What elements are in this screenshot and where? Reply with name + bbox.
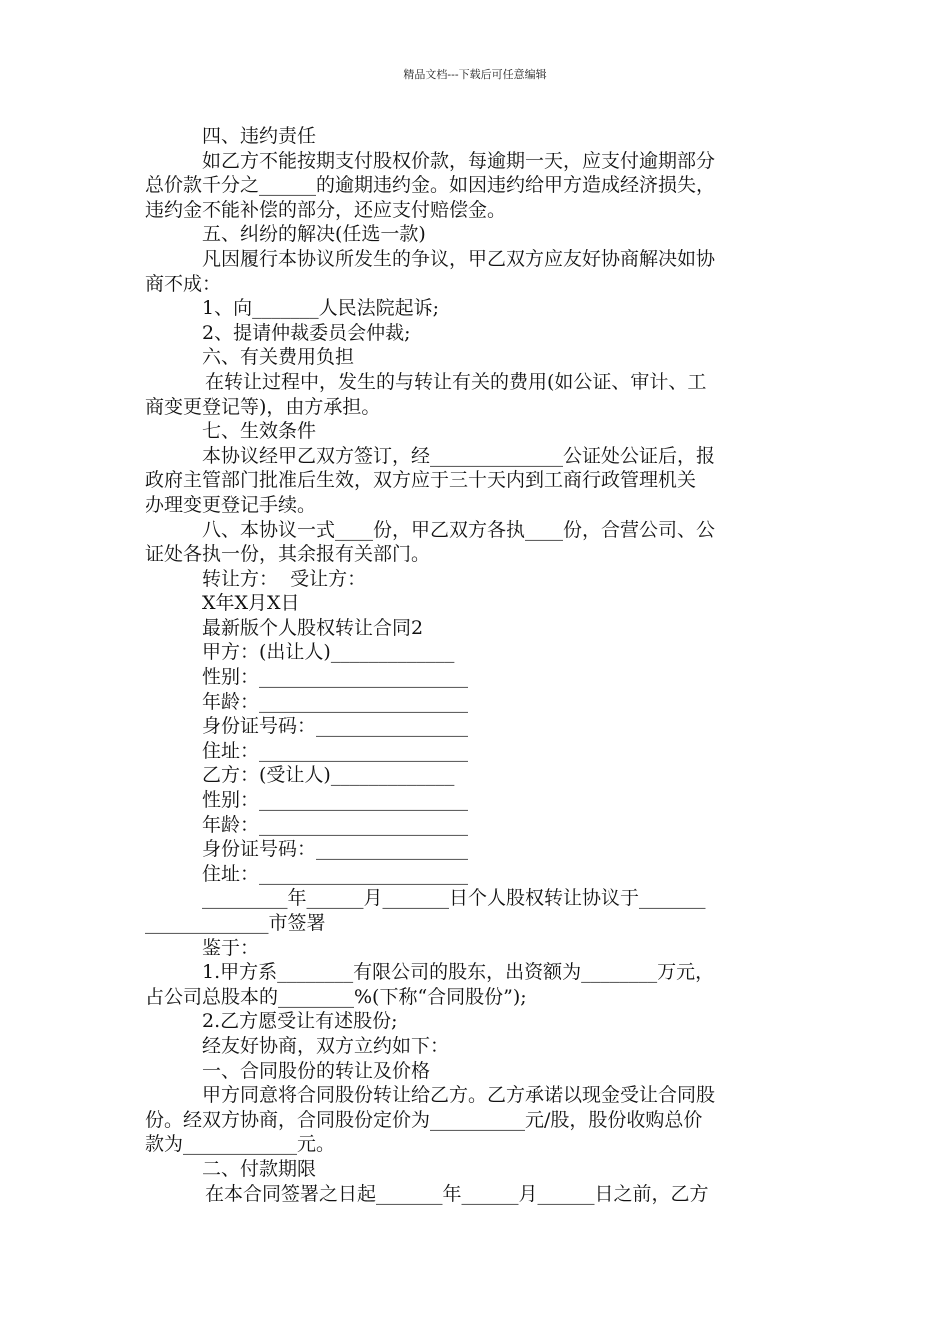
section-heading-dispute: 五、纠纷的解决(任选一款) (202, 223, 426, 246)
form-field-gender: 性别：______________________ (202, 789, 469, 812)
form-field-gender: 性别：______________________ (202, 666, 469, 689)
paragraph-line: 鉴于： (202, 936, 260, 959)
paragraph-line: 甲方同意将合同股份转让给乙方。乙方承诺以现金受让合同股 (202, 1084, 716, 1107)
paragraph-line: 经友好协商，双方立约如下： (202, 1034, 450, 1057)
section-heading-copies: 八、本协议一式____份，甲乙双方各执____份，合营公司、公 (202, 518, 716, 541)
paragraph-line: _________年______月_______日个人股权转让协议于_______ (202, 887, 706, 910)
section-heading-fees: 六、有关费用负担 (202, 346, 355, 369)
form-field-age: 年龄：______________________ (202, 813, 469, 836)
document-body (145, 124, 815, 1206)
form-field-id: 身份证号码：________________ (202, 715, 469, 738)
paragraph-line: 2.乙方愿受让有述股份; (202, 1010, 398, 1033)
paragraph-line: 商不成： (145, 272, 222, 295)
party-a-line: 甲方：(出让人)_____________ (202, 641, 455, 664)
paragraph-line: 占公司总股本的________%(下称“合同股份”); (145, 985, 527, 1008)
contract-title: 最新版个人股权转让合同2 (202, 616, 424, 639)
paragraph-line: 商变更登记等)，由方承担。 (145, 395, 381, 418)
paragraph-line: 证处各执一份，其余报有关部门。 (145, 543, 431, 566)
section-heading-payment: 二、付款期限 (202, 1157, 317, 1180)
paragraph-line: 总价款千分之______的逾期违约金。如因违约给甲方造成经济损失， (145, 174, 716, 197)
paragraph-line: 违约金不能补偿的部分，还应支付赔偿金。 (145, 198, 507, 221)
paragraph-line: 1.甲方系________有限公司的股东，出资额为________万元， (202, 961, 715, 984)
paragraph-line: 凡因履行本协议所发生的争议，甲乙双方应友好协商解决如协 (202, 247, 716, 270)
list-item: 1、向_______人民法院起诉; (202, 297, 439, 320)
form-field-age: 年龄：______________________ (202, 690, 469, 713)
section-heading-breach: 四、违约责任 (202, 125, 317, 147)
signature-line: 转让方： 受让方： (202, 567, 367, 590)
form-field-id: 身份证号码：________________ (202, 838, 469, 861)
paragraph-line: 政府主管部门批准后生效，双方应于三十天内到工商行政管理机关 (145, 469, 697, 492)
form-field-address: 住址：______________________ (202, 862, 469, 885)
paragraph-line: 如乙方不能按期支付股权价款，每逾期一天，应支付逾期部分 (202, 149, 716, 172)
paragraph-line: _____________市签署 (145, 912, 326, 934)
section-heading-effect: 七、生效条件 (202, 420, 317, 443)
section-heading-transfer: 一、合同股份的转让及价格 (202, 1059, 431, 1082)
paragraph-line: 在转让过程中，发生的与转让有关的费用(如公证、审计、工 (205, 370, 707, 393)
date-line: X年X月X日 (202, 592, 300, 615)
form-field-address: 住址：______________________ (202, 739, 469, 762)
paragraph-line: 本协议经甲乙双方签订，经______________公证处公证后，报 (202, 444, 716, 467)
party-b-line: 乙方：(受让人)_____________ (202, 764, 455, 787)
paragraph-line: 办理变更登记手续。 (145, 493, 317, 516)
paragraph-line: 款为____________元。 (145, 1133, 336, 1156)
paragraph-line: 份。经双方协商，合同股份定价为__________元/股，股份收购总价 (145, 1108, 703, 1131)
page-header: 精品文档---下载后可任意编辑 (403, 68, 547, 81)
list-item: 2、提请仲裁委员会仲裁; (202, 321, 411, 344)
paragraph-line: 在本合同签署之日起_______年______月______日之前，乙方 (205, 1182, 709, 1205)
